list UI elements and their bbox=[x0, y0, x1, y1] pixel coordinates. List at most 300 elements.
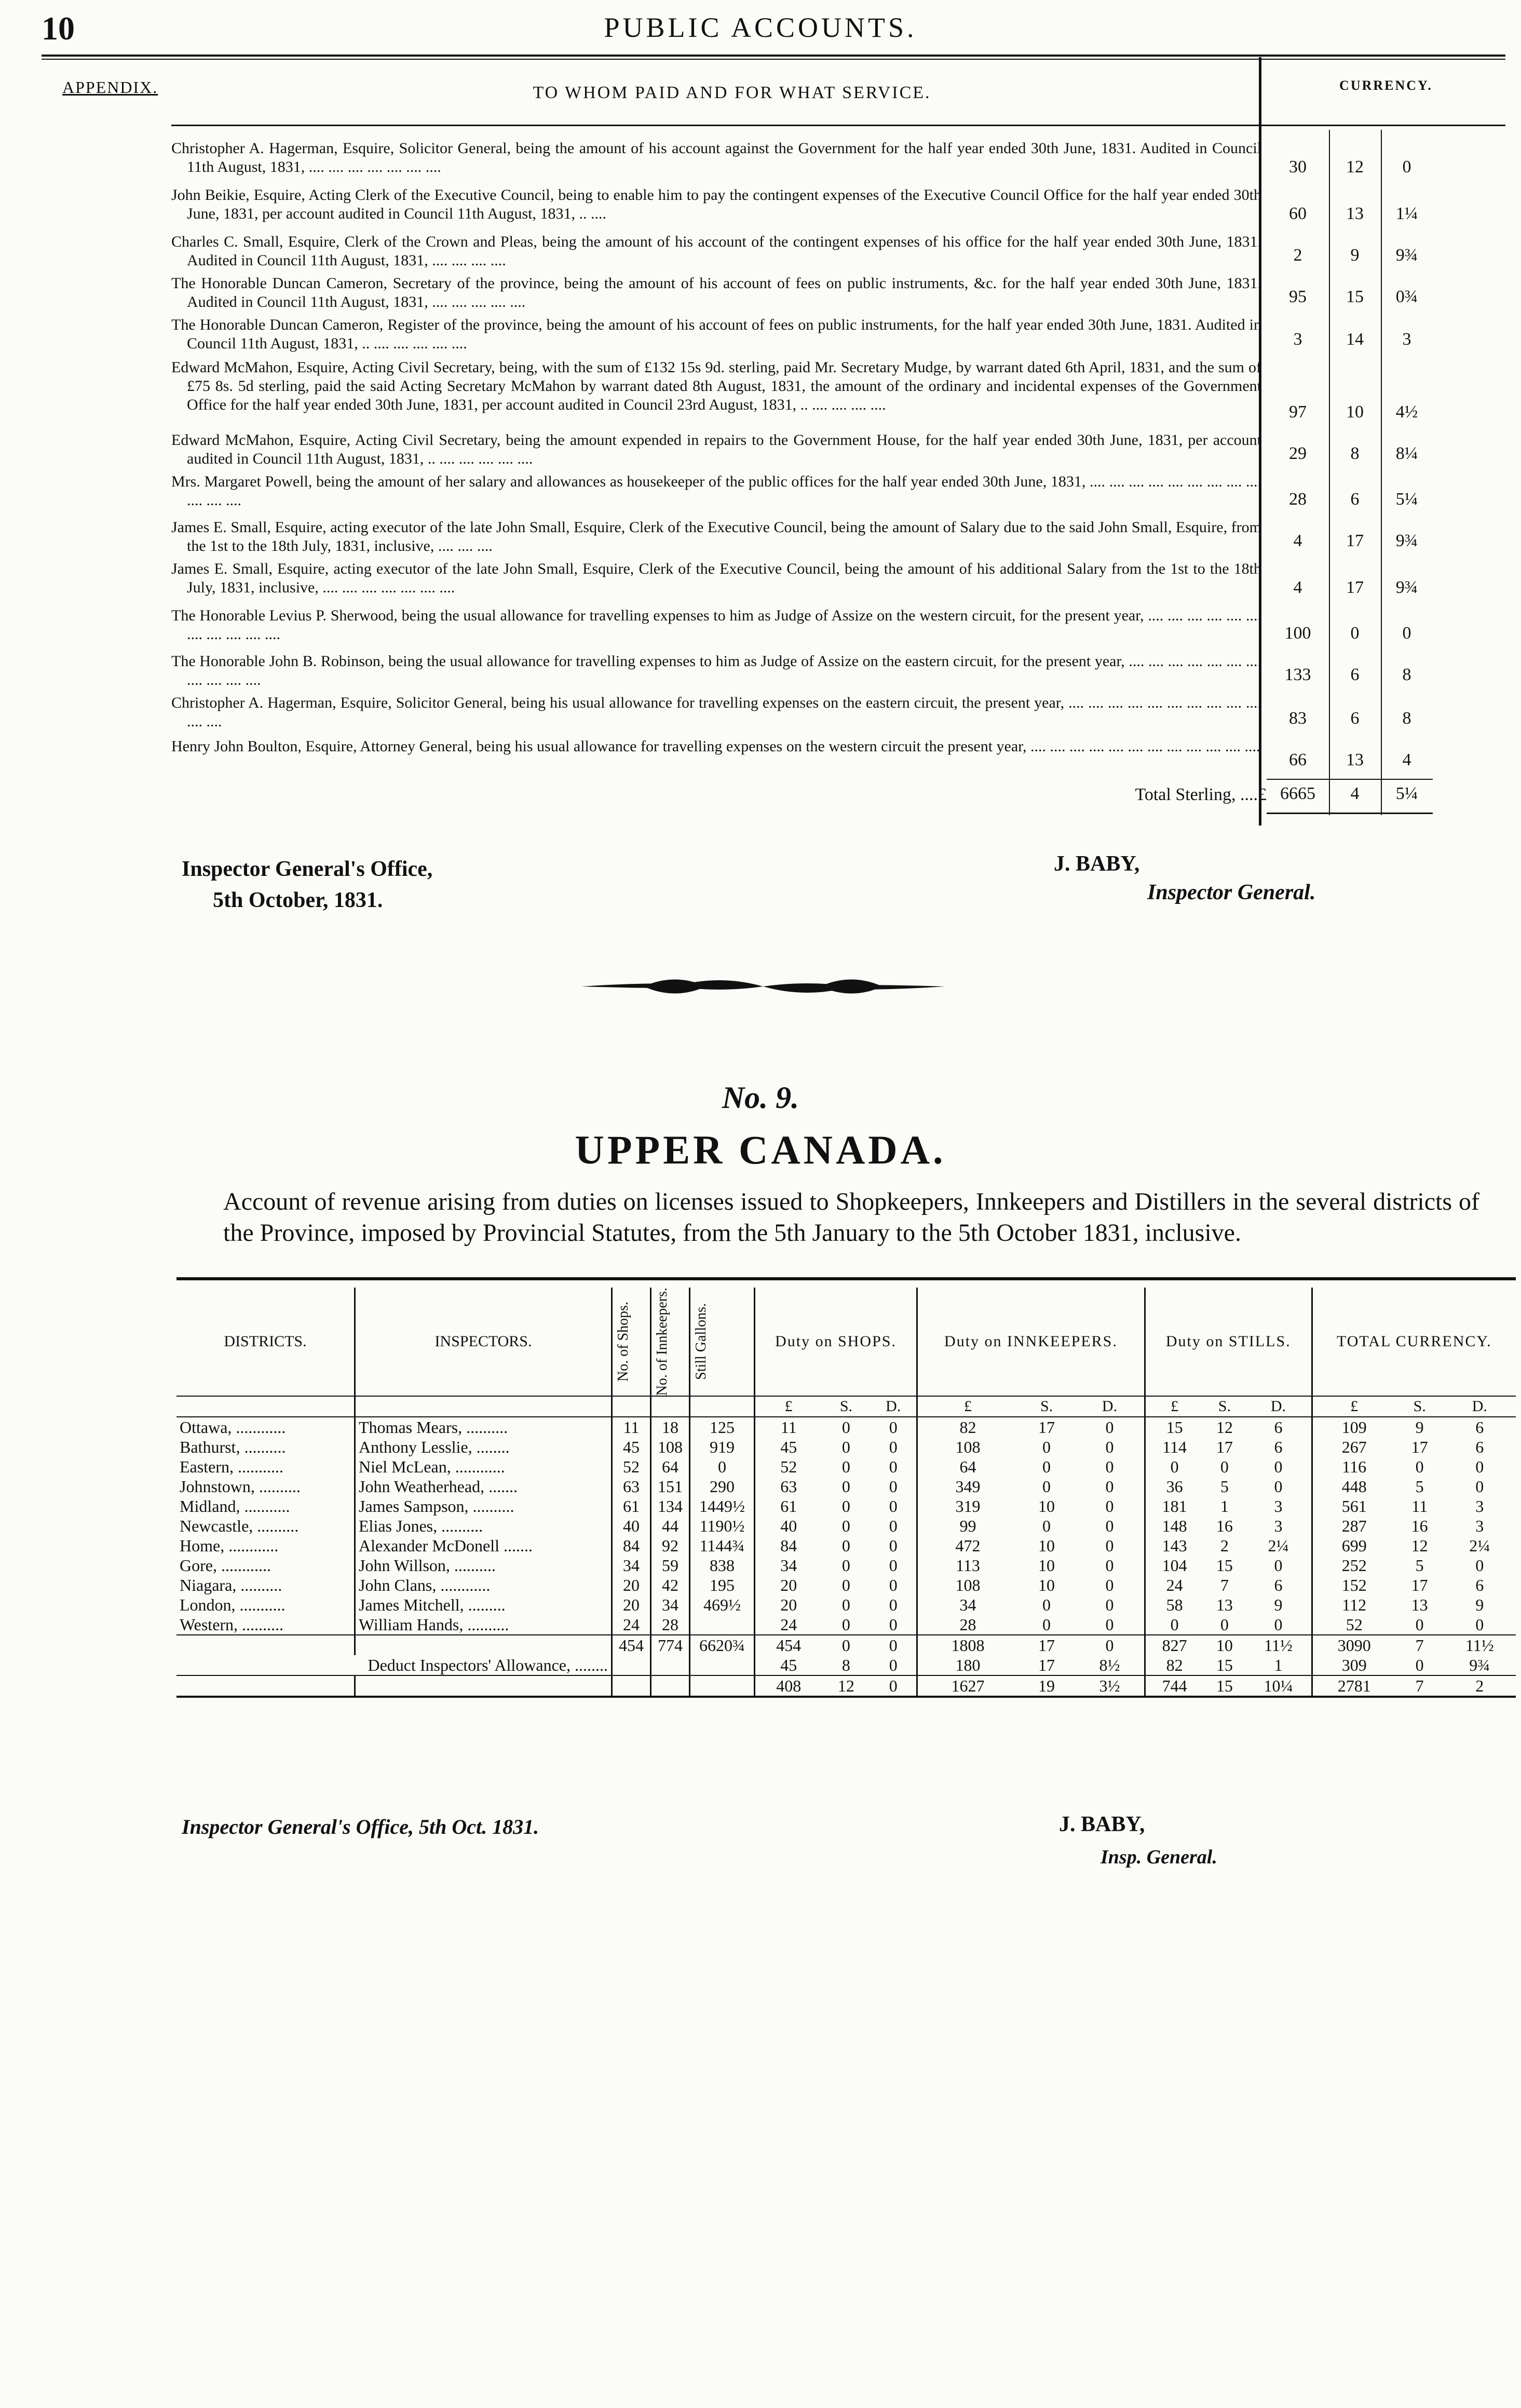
cell-inn: 44 bbox=[651, 1516, 690, 1536]
cell-tl: 114 bbox=[1145, 1437, 1203, 1457]
inspector-cell: Anthony Lesslie, ........ bbox=[355, 1437, 612, 1457]
cell-is: 0 bbox=[1042, 1457, 1051, 1476]
cell-id: 8½ bbox=[1099, 1655, 1120, 1674]
cell-is: 19 bbox=[1038, 1676, 1055, 1695]
ornament-divider bbox=[581, 971, 945, 1002]
amount-shillings: 15 bbox=[1346, 287, 1364, 306]
cell-gal: 125 bbox=[690, 1417, 755, 1437]
cell-il: 349 bbox=[917, 1477, 1018, 1496]
cell-id: 0 bbox=[1105, 1496, 1114, 1516]
cell-il: 1808 bbox=[917, 1635, 1018, 1655]
cell-is: 0 bbox=[1042, 1477, 1051, 1496]
cell-shops bbox=[612, 1675, 651, 1697]
cell-td: 6 bbox=[1274, 1437, 1283, 1456]
amount-shillings: 6 bbox=[1350, 709, 1360, 728]
cell-ts: 15 bbox=[1216, 1676, 1233, 1695]
cell-sd: 0 bbox=[889, 1635, 898, 1655]
inspector-cell bbox=[355, 1675, 612, 1697]
cell-id: 0 bbox=[1105, 1595, 1114, 1614]
cell-sd: 0 bbox=[889, 1437, 898, 1456]
office-line: Inspector General's Office, bbox=[182, 857, 433, 881]
cell-ts: 15 bbox=[1216, 1555, 1233, 1575]
cell-is: 10 bbox=[1038, 1575, 1055, 1594]
cell-gl: 3090 bbox=[1312, 1635, 1396, 1655]
cell-ts: 1 bbox=[1220, 1496, 1229, 1516]
cell-gs: 7 bbox=[1415, 1635, 1424, 1655]
cell-ss: 0 bbox=[841, 1496, 850, 1516]
cell-gal: 0 bbox=[690, 1457, 755, 1477]
col-duty-stills: Duty on STILLS. bbox=[1145, 1288, 1312, 1396]
cell-gal bbox=[690, 1615, 755, 1635]
cell-gl: 699 bbox=[1312, 1536, 1396, 1555]
district-cell: Gore, ............ bbox=[180, 1555, 271, 1575]
payment-entry: James E. Small, Esquire, acting executor of the late John Small, Esquire, Clerk of the Executive Council, being the amount of his additional Salary from the 1st to the 18th July, 1831, inclusive, .... .... .... .... .... .... .... bbox=[171, 560, 1261, 596]
cell-gl: 252 bbox=[1312, 1555, 1396, 1575]
amount-pence: 3 bbox=[1402, 330, 1411, 349]
cell-gd: 2 bbox=[1475, 1676, 1484, 1695]
cell-gd: 0 bbox=[1475, 1615, 1484, 1634]
amount-pence: 0¾ bbox=[1395, 287, 1418, 306]
amount-pounds: 2 bbox=[1293, 246, 1302, 265]
amount-pounds: 4 bbox=[1293, 578, 1302, 597]
payment-entry: John Beikie, Esquire, Acting Clerk of the Executive Council, being to enable him to pay the contingent expenses of the Executive Council Office for the half year ended 30th June, 1831, per account audited in Council 11th August, 1831, .. .... bbox=[171, 186, 1261, 222]
inspector-cell: Alexander McDonell ....... bbox=[355, 1536, 612, 1555]
payment-entry: The Honorable Duncan Cameron, Register of the province, being the amount of his account of fees on public instruments, for the half year ended 30th June, 1831. Audited in Council 11th August, 1831, .. .... .... .... .... .... bbox=[171, 316, 1261, 352]
cell-ss: 0 bbox=[841, 1615, 850, 1634]
district-cell: Midland, ........... bbox=[180, 1496, 290, 1516]
cell-gs: 12 bbox=[1411, 1536, 1428, 1555]
inspector-cell: Thomas Mears, .......... bbox=[355, 1417, 612, 1437]
cell-shops: 11 bbox=[612, 1417, 651, 1437]
cell-gs: 7 bbox=[1415, 1676, 1424, 1695]
cell-inn: 151 bbox=[651, 1477, 690, 1496]
amount-pounds: 29 bbox=[1289, 444, 1307, 463]
cell-sd: 0 bbox=[889, 1555, 898, 1575]
table-row bbox=[176, 1536, 1516, 1555]
cell-shops: 34 bbox=[612, 1555, 651, 1575]
cell-gal bbox=[690, 1675, 755, 1697]
cell-gal bbox=[690, 1655, 755, 1675]
cell-il: 108 bbox=[917, 1575, 1018, 1595]
cell-gd: 6 bbox=[1475, 1437, 1484, 1456]
cell-gs: 13 bbox=[1411, 1595, 1428, 1614]
cell-gl: 309 bbox=[1312, 1655, 1396, 1675]
amount-shillings: 8 bbox=[1350, 444, 1360, 463]
cell-sl: 34 bbox=[755, 1555, 822, 1575]
cell-tl: 181 bbox=[1145, 1496, 1203, 1516]
cell-sd: 0 bbox=[889, 1615, 898, 1634]
inspector-cell: John Clans, ............ bbox=[355, 1575, 612, 1595]
cell-shops bbox=[612, 1655, 651, 1675]
cell-ss: 0 bbox=[841, 1477, 850, 1496]
deduct-row bbox=[176, 1655, 1516, 1675]
cell-td: 3 bbox=[1274, 1516, 1283, 1535]
cell-sl: 24 bbox=[755, 1615, 822, 1635]
lsd-shillings: S. bbox=[1040, 1398, 1053, 1415]
cell-il: 108 bbox=[917, 1437, 1018, 1457]
cell-is: 0 bbox=[1042, 1437, 1051, 1456]
district-cell: Deduct Inspectors' Allowance, ........ bbox=[368, 1655, 608, 1674]
cell-ss: 8 bbox=[841, 1655, 850, 1674]
payment-entry: The Honorable John B. Robinson, being the usual allowance for travelling expenses to him as Judge of Assize on the eastern circuit, for the present year, .... .... .... .... .... .... .... .... .... .... .... bbox=[171, 653, 1261, 688]
cell-ts: 7 bbox=[1220, 1575, 1229, 1594]
cell-ts: 17 bbox=[1216, 1437, 1233, 1456]
cell-tl: 24 bbox=[1145, 1575, 1203, 1595]
cell-ts: 0 bbox=[1220, 1457, 1229, 1476]
cell-gl: 152 bbox=[1312, 1575, 1396, 1595]
cell-inn: 34 bbox=[651, 1595, 690, 1615]
table-row bbox=[176, 1477, 1516, 1496]
inspector-cell: William Hands, .......... bbox=[355, 1615, 612, 1635]
cell-id: 0 bbox=[1105, 1457, 1114, 1476]
amount-pounds: 28 bbox=[1289, 490, 1307, 509]
lsd-pounds: £ bbox=[1312, 1396, 1396, 1417]
cell-tl: 143 bbox=[1145, 1536, 1203, 1555]
col-duty-innkeepers: Duty on INNKEEPERS. bbox=[917, 1288, 1145, 1396]
cell-sl: 84 bbox=[755, 1536, 822, 1555]
amount-shillings: 6 bbox=[1350, 665, 1360, 684]
signatory-title: Inspector General. bbox=[1147, 881, 1316, 904]
amount-shillings: 9 bbox=[1350, 246, 1360, 265]
amount-shillings: 6 bbox=[1350, 490, 1360, 509]
cell-td: 11½ bbox=[1264, 1635, 1293, 1655]
district-cell bbox=[176, 1635, 355, 1655]
inspector-cell: James Mitchell, ......... bbox=[355, 1595, 612, 1615]
district-cell: Eastern, ........... bbox=[180, 1457, 283, 1476]
cell-gl: 561 bbox=[1312, 1496, 1396, 1516]
cell-gd: 9 bbox=[1475, 1595, 1484, 1614]
cell-id: 0 bbox=[1105, 1477, 1114, 1496]
cell-sl: 11 bbox=[755, 1417, 822, 1437]
amount-pounds: 30 bbox=[1289, 157, 1307, 177]
cell-sd: 0 bbox=[889, 1417, 898, 1437]
cell-sl: 40 bbox=[755, 1516, 822, 1536]
cell-il: 99 bbox=[917, 1516, 1018, 1536]
cell-is: 10 bbox=[1038, 1555, 1055, 1575]
cell-is: 0 bbox=[1042, 1595, 1051, 1614]
cell-shops: 24 bbox=[612, 1615, 651, 1635]
cell-gal: 1190½ bbox=[690, 1516, 755, 1536]
district-cell: Niagara, .......... bbox=[180, 1575, 282, 1594]
amount-pence: 4½ bbox=[1395, 402, 1418, 422]
lsd-shillings: S. bbox=[839, 1398, 852, 1415]
amount-pence: 8 bbox=[1402, 665, 1411, 684]
table-row bbox=[176, 1516, 1516, 1536]
total-label: Total Sterling, ....£ bbox=[1135, 785, 1267, 804]
subtotal-row bbox=[176, 1635, 1516, 1655]
cell-sl: 61 bbox=[755, 1496, 822, 1516]
amount-pence: 8¼ bbox=[1395, 444, 1418, 463]
cell-is: 10 bbox=[1038, 1536, 1055, 1555]
cell-sl: 20 bbox=[755, 1595, 822, 1615]
cell-tl: 148 bbox=[1145, 1516, 1203, 1536]
cell-gs: 17 bbox=[1411, 1575, 1428, 1594]
office-line-2: Inspector General's Office, 5th Oct. 1831. bbox=[182, 1815, 539, 1838]
amount-pence: 1¼ bbox=[1395, 204, 1418, 223]
cell-tl: 744 bbox=[1145, 1675, 1203, 1697]
cell-ts: 16 bbox=[1216, 1516, 1233, 1535]
cell-gs: 5 bbox=[1415, 1477, 1424, 1496]
district-cell: Ottawa, ............ bbox=[180, 1417, 286, 1437]
col-shops: No. of Shops. bbox=[615, 1302, 631, 1382]
cell-tl: 82 bbox=[1145, 1655, 1203, 1675]
amount-pounds: 60 bbox=[1289, 204, 1307, 223]
cell-ss: 0 bbox=[841, 1516, 850, 1535]
cell-gl: 267 bbox=[1312, 1437, 1396, 1457]
cell-ss: 0 bbox=[841, 1635, 850, 1655]
cell-shops: 20 bbox=[612, 1595, 651, 1615]
cell-td: 0 bbox=[1274, 1457, 1283, 1476]
cell-il: 180 bbox=[917, 1655, 1018, 1675]
cell-gl: 116 bbox=[1312, 1457, 1396, 1477]
cell-sd: 0 bbox=[889, 1575, 898, 1594]
cell-shops: 84 bbox=[612, 1536, 651, 1555]
col-still-gallons: Still Gallons. bbox=[693, 1303, 709, 1381]
cell-shops: 63 bbox=[612, 1477, 651, 1496]
payment-entry: James E. Small, Esquire, acting executor of the late John Small, Esquire, Clerk of the Executive Council, being the amount of Salary due to the said John Small, Esquire, from the 1st to the 18th July, 1831, inclusive, .... .... .... bbox=[171, 519, 1261, 554]
cell-is: 0 bbox=[1042, 1615, 1051, 1634]
column-title: TO WHOM PAID AND FOR WHAT SERVICE. bbox=[533, 83, 931, 102]
payment-entry: Edward McMahon, Esquire, Acting Civil Secretary, being, with the sum of £132 15s 9d. sterling, paid Mr. Secretary Mudge, by warrant dated 6th April, 1831, and the sum of £75 8s. 5d sterling, paid the said Acting Secretary McMahon by warrant dated 8th August, 1831, the amount of the ordinary and incidental expenses of the Government Office for the half year ended 30th June, 1831, per account audited in Council 23rd August, 1831, .. .... .... .... .... bbox=[171, 359, 1261, 413]
cell-sl: 45 bbox=[755, 1655, 822, 1675]
table-row bbox=[176, 1496, 1516, 1516]
cell-shops: 61 bbox=[612, 1496, 651, 1516]
cell-inn: 28 bbox=[651, 1615, 690, 1635]
lsd-pounds: £ bbox=[917, 1396, 1018, 1417]
amount-shillings: 13 bbox=[1346, 204, 1364, 223]
payment-entry: Charles C. Small, Esquire, Clerk of the Crown and Pleas, being the amount of his account of the contingent expenses of his office for the half year ended 30th June, 1831. Audited in Council 11th August, 1831, .... .... .... .... bbox=[171, 233, 1261, 269]
cell-td: 0 bbox=[1274, 1477, 1283, 1496]
amount-pounds: 66 bbox=[1289, 750, 1307, 769]
cell-il: 64 bbox=[917, 1457, 1018, 1477]
cell-inn bbox=[651, 1675, 690, 1697]
cell-id: 0 bbox=[1105, 1575, 1114, 1594]
total-rule-bottom bbox=[1267, 813, 1433, 814]
cell-id: 3½ bbox=[1099, 1676, 1120, 1695]
district-cell: Newcastle, .......... bbox=[180, 1516, 299, 1535]
cell-inn bbox=[651, 1655, 690, 1675]
amount-pence: 9¾ bbox=[1395, 578, 1418, 597]
cell-gd: 6 bbox=[1475, 1575, 1484, 1594]
signatory-name: J. BABY, bbox=[1054, 852, 1140, 876]
inspector-cell: John Willson, .......... bbox=[355, 1555, 612, 1575]
payment-entry: Mrs. Margaret Powell, being the amount of her salary and allowances as housekeeper of the public offices for the half year ended 30th June, 1831, .... .... .... .... .... .... .... .... .... .... .... .... bbox=[171, 473, 1261, 509]
district-cell: Bathurst, .......... bbox=[180, 1437, 286, 1456]
table-row bbox=[176, 1615, 1516, 1635]
table-row bbox=[176, 1555, 1516, 1575]
cell-gal: 195 bbox=[690, 1575, 755, 1595]
cell-id: 0 bbox=[1105, 1417, 1114, 1437]
cell-gal: 6620¾ bbox=[690, 1635, 755, 1655]
cell-gs: 11 bbox=[1411, 1496, 1428, 1516]
cell-gs: 0 bbox=[1415, 1655, 1424, 1674]
cell-td: 0 bbox=[1274, 1555, 1283, 1575]
cell-sl: 408 bbox=[755, 1675, 822, 1697]
lsd-pounds: £ bbox=[755, 1396, 822, 1417]
cell-inn: 774 bbox=[651, 1635, 690, 1655]
total-shillings: 4 bbox=[1350, 784, 1360, 803]
lsd-shillings: S. bbox=[1218, 1398, 1231, 1415]
cell-shops: 52 bbox=[612, 1457, 651, 1477]
cell-id: 0 bbox=[1105, 1437, 1114, 1456]
cell-ss: 0 bbox=[841, 1575, 850, 1594]
cell-tl: 104 bbox=[1145, 1555, 1203, 1575]
cell-gl: 52 bbox=[1312, 1615, 1396, 1635]
cell-il: 1627 bbox=[917, 1675, 1018, 1697]
cell-gl: 448 bbox=[1312, 1477, 1396, 1496]
cell-id: 0 bbox=[1105, 1536, 1114, 1555]
col-inspectors: INSPECTORS. bbox=[355, 1288, 612, 1396]
lsd-pence: D. bbox=[1472, 1398, 1487, 1415]
running-title: PUBLIC ACCOUNTS. bbox=[604, 12, 917, 43]
cell-tl: 36 bbox=[1145, 1477, 1203, 1496]
amount-pounds: 3 bbox=[1293, 330, 1302, 349]
cell-gs: 16 bbox=[1411, 1516, 1428, 1535]
cell-tl: 58 bbox=[1145, 1595, 1203, 1615]
signatory-title-2: Insp. General. bbox=[1101, 1846, 1217, 1868]
statement-description: Account of revenue arising from duties on licenses issued to Shopkeepers, Innkeepers and Distillers in the several districts of the Province, imposed by Provincial Statutes, from the 5th January to the 5th October 1831, inclusive. bbox=[223, 1188, 1479, 1247]
cell-is: 17 bbox=[1038, 1417, 1055, 1437]
cell-gs: 9 bbox=[1415, 1417, 1424, 1437]
cell-gs: 0 bbox=[1415, 1457, 1424, 1476]
cell-inn: 42 bbox=[651, 1575, 690, 1595]
cell-ts: 5 bbox=[1220, 1477, 1229, 1496]
statement-number: No. 9. bbox=[722, 1080, 799, 1115]
amount-pence: 8 bbox=[1402, 709, 1411, 728]
cell-gs: 0 bbox=[1415, 1615, 1424, 1634]
cell-sd: 0 bbox=[889, 1536, 898, 1555]
cell-gal: 1449½ bbox=[690, 1496, 755, 1516]
inspector-cell bbox=[355, 1635, 612, 1655]
cell-il: 319 bbox=[917, 1496, 1018, 1516]
cell-gal: 838 bbox=[690, 1555, 755, 1575]
cell-gs: 5 bbox=[1415, 1555, 1424, 1575]
cell-il: 472 bbox=[917, 1536, 1018, 1555]
district-cell: Johnstown, .......... bbox=[180, 1477, 301, 1496]
district-cell bbox=[176, 1675, 355, 1697]
district-cell: London, ........... bbox=[180, 1595, 286, 1614]
cell-sl: 63 bbox=[755, 1477, 822, 1496]
cell-td: 0 bbox=[1274, 1615, 1283, 1634]
amount-shillings: 17 bbox=[1346, 578, 1364, 597]
cell-td: 3 bbox=[1274, 1496, 1283, 1516]
inspector-cell: John Weatherhead, ....... bbox=[355, 1477, 612, 1496]
cell-sd: 0 bbox=[889, 1595, 898, 1614]
cell-td: 9 bbox=[1274, 1595, 1283, 1614]
payment-entry: Christopher A. Hagerman, Esquire, Solicitor General, being his usual allowance for travelling expenses on the eastern circuit, the present year, .... .... .... .... .... .... .... .... .... .... .... .... bbox=[171, 694, 1261, 730]
cell-shops: 20 bbox=[612, 1575, 651, 1595]
amount-shillings: 14 bbox=[1346, 330, 1364, 349]
cell-gd: 2¼ bbox=[1469, 1536, 1490, 1555]
table-row bbox=[176, 1457, 1516, 1477]
cell-ss: 0 bbox=[841, 1536, 850, 1555]
cell-sd: 0 bbox=[889, 1676, 898, 1695]
payment-entry: The Honorable Duncan Cameron, Secretary of the province, being the amount of his account of fees on public instruments, &c. for the half year ended 30th June, 1831. Audited in Council 11th August, 1831, .... .... .... .... .... bbox=[171, 275, 1261, 310]
cell-is: 0 bbox=[1042, 1516, 1051, 1535]
amount-pounds: 100 bbox=[1284, 624, 1311, 643]
cell-il: 34 bbox=[917, 1595, 1018, 1615]
cell-ss: 0 bbox=[841, 1437, 850, 1456]
cell-ss: 0 bbox=[841, 1555, 850, 1575]
cell-td: 1 bbox=[1274, 1655, 1283, 1674]
col-duty-shops: Duty on SHOPS. bbox=[755, 1288, 917, 1396]
amount-shillings: 10 bbox=[1346, 402, 1364, 422]
lsd-shillings: S. bbox=[1413, 1398, 1426, 1415]
currency-title: CURRENCY. bbox=[1339, 78, 1433, 93]
cell-gl: 287 bbox=[1312, 1516, 1396, 1536]
cell-sl: 52 bbox=[755, 1457, 822, 1477]
net-row bbox=[176, 1675, 1516, 1697]
table-row bbox=[176, 1417, 1516, 1437]
lsd-pounds: £ bbox=[1145, 1396, 1203, 1417]
amount-shillings: 0 bbox=[1350, 624, 1360, 643]
cell-id: 0 bbox=[1105, 1635, 1114, 1655]
payment-entry: Christopher A. Hagerman, Esquire, Solicitor General, being the amount of his account against the Government for the half year ended 30th June, 1831. Audited in Council 11th August, 1831, .... .... .... .... .... .... .... bbox=[171, 140, 1261, 175]
cell-ss: 12 bbox=[837, 1676, 854, 1695]
col-total-currency: TOTAL CURRENCY. bbox=[1312, 1288, 1516, 1396]
cell-sd: 0 bbox=[889, 1496, 898, 1516]
cell-ss: 0 bbox=[841, 1595, 850, 1614]
cell-inn: 64 bbox=[651, 1457, 690, 1477]
signatory-name-2: J. BABY, bbox=[1059, 1812, 1145, 1836]
payment-entry: Edward McMahon, Esquire, Acting Civil Secretary, being the amount expended in repairs to the Government House, for the half year ended 30th June, 1831, per account audited in Council 11th August, 1831, .. .... .... .... .... .... bbox=[171, 431, 1261, 467]
page-number: 10 bbox=[42, 10, 75, 47]
cell-inn: 18 bbox=[651, 1417, 690, 1437]
payment-entry: Henry John Boulton, Esquire, Attorney General, being his usual allowance for travelling expenses on the western circuit the present year, .... .... .... .... .... .... .... .... .... .... .... .... bbox=[171, 738, 1260, 755]
header-rule-thin bbox=[42, 59, 1505, 60]
appendix-label: APPENDIX. bbox=[62, 78, 158, 97]
cell-tl: 0 bbox=[1145, 1457, 1203, 1477]
amount-pence: 4 bbox=[1402, 750, 1411, 769]
amount-pence: 0 bbox=[1402, 624, 1411, 643]
cell-gd: 9¾ bbox=[1469, 1655, 1490, 1674]
cell-ts: 10 bbox=[1216, 1635, 1233, 1655]
lsd-pence: D. bbox=[1270, 1398, 1286, 1415]
total-pounds: 6665 bbox=[1280, 784, 1315, 803]
cell-id: 0 bbox=[1105, 1555, 1114, 1575]
cell-inn: 59 bbox=[651, 1555, 690, 1575]
cell-shops: 454 bbox=[612, 1635, 651, 1655]
col-innkeepers: No. of Innkeepers. bbox=[654, 1288, 670, 1396]
cell-gd: 6 bbox=[1475, 1417, 1484, 1437]
cell-il: 28 bbox=[917, 1615, 1018, 1635]
cell-ts: 12 bbox=[1216, 1417, 1233, 1437]
cell-sd: 0 bbox=[889, 1457, 898, 1476]
cell-gd: 0 bbox=[1475, 1477, 1484, 1496]
cell-shops: 45 bbox=[612, 1437, 651, 1457]
col-districts: DISTRICTS. bbox=[224, 1333, 307, 1350]
cell-ss: 0 bbox=[841, 1417, 850, 1437]
cell-td: 6 bbox=[1274, 1417, 1283, 1437]
amount-pounds: 133 bbox=[1284, 665, 1311, 684]
cell-sd: 0 bbox=[889, 1516, 898, 1535]
cell-sl: 454 bbox=[755, 1635, 822, 1655]
inspector-cell: Elias Jones, .......... bbox=[355, 1516, 612, 1536]
table-row bbox=[176, 1575, 1516, 1595]
amount-pence: 9¾ bbox=[1395, 246, 1418, 265]
cell-tl: 0 bbox=[1145, 1615, 1203, 1635]
table-row bbox=[176, 1437, 1516, 1457]
amount-pounds: 4 bbox=[1293, 531, 1302, 550]
amount-pence: 9¾ bbox=[1395, 531, 1418, 550]
total-pence: 5¼ bbox=[1395, 784, 1418, 803]
cell-il: 82 bbox=[917, 1417, 1018, 1437]
cell-gal: 469½ bbox=[690, 1595, 755, 1615]
cell-gd: 0 bbox=[1475, 1457, 1484, 1476]
amount-pounds: 95 bbox=[1289, 287, 1307, 306]
cell-ts: 2 bbox=[1220, 1536, 1229, 1555]
amount-pounds: 97 bbox=[1289, 402, 1307, 422]
